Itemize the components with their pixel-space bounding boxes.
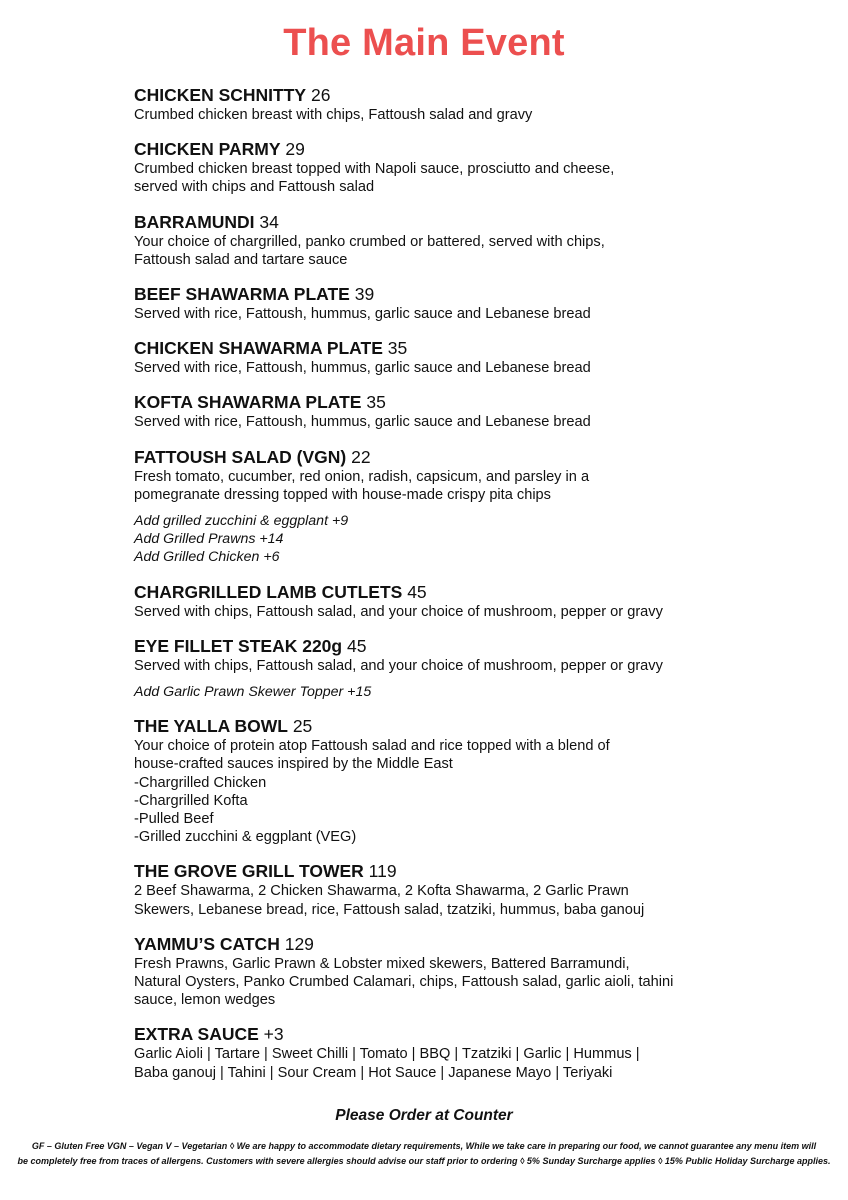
menu-item-name: FATTOUSH SALAD (VGN) xyxy=(134,446,347,467)
menu-item-addon: Add Grilled Chicken +6 xyxy=(134,549,280,566)
menu-item-description: -Chargrilled Kofta xyxy=(134,792,248,809)
menu-item-price: 35 xyxy=(366,392,386,413)
menu-item-addon: Add grilled zucchini & eggplant +9 xyxy=(134,513,349,530)
menu-item-description: Baba ganouj | Tahini | Sour Cream | Hot Sauce | Japanese Mayo | Teriyaki xyxy=(134,1064,613,1081)
page-title: The Main Event xyxy=(283,22,565,64)
menu-item-description: house-crafted sauces inspired by the Middle East xyxy=(134,756,453,773)
menu-item-price: 39 xyxy=(354,284,375,305)
menu-item xyxy=(134,211,774,269)
menu-item-price: 129 xyxy=(284,933,314,954)
menu-item-price: 25 xyxy=(292,716,313,737)
menu-item-name: YAMMU’S CATCH xyxy=(134,933,280,954)
disclaimer xyxy=(10,1139,838,1169)
menu-item-price: 34 xyxy=(259,211,279,232)
menu-item xyxy=(134,391,774,431)
menu-item-description: Your choice of protein atop Fattoush salad and rice topped with a blend of xyxy=(134,738,610,755)
menu-item-price: 45 xyxy=(407,581,427,602)
menu-item-heading xyxy=(134,283,774,305)
menu-item-heading xyxy=(134,84,774,106)
disclaimer-line: be completely free from traces of allergens. Customers with severe allergies should advise our staff prior to ordering ◊ 5% Sunday Surcharge applies ◊ 15% Public Holiday Surcharge applies. xyxy=(17,1156,831,1166)
menu-item xyxy=(134,283,774,323)
menu-item-price: 119 xyxy=(368,861,397,882)
menu-item-heading xyxy=(134,635,774,657)
menu-item-heading xyxy=(134,211,774,233)
menu-item-description: Natural Oysters, Panko Crumbed Calamari, chips, Fattoush salad, garlic aioli, tahini xyxy=(134,974,674,991)
menu-item xyxy=(134,138,774,196)
menu-item xyxy=(134,1023,774,1081)
menu-item-description: -Pulled Beef xyxy=(134,811,214,828)
menu-item-name: KOFTA SHAWARMA PLATE xyxy=(134,392,362,413)
menu-item-heading xyxy=(134,337,774,359)
menu-item-heading xyxy=(134,1023,774,1045)
menu-item-name: BARRAMUNDI xyxy=(134,211,255,232)
menu-item-description: -Chargrilled Chicken xyxy=(134,774,267,791)
menu-item-description: Served with rice, Fattoush, hummus, garlic sauce and Lebanese bread xyxy=(134,306,591,323)
menu-item-description: Skewers, Lebanese bread, rice, Fattoush salad, tzatziki, hummus, baba ganouj xyxy=(134,901,645,918)
menu-item-addons xyxy=(134,512,774,567)
menu-item-price: 35 xyxy=(387,338,408,359)
menu-item xyxy=(134,933,774,1010)
disclaimer-line: GF – Gluten Free VGN – Vegan V – Vegetarian ◊ We are happy to accommodate dietary requirements, While we take care in preparing our food, we cannot guarantee any menu item will xyxy=(31,1141,817,1151)
menu-item-heading xyxy=(134,138,774,160)
menu-item-description: served with chips and Fattoush salad xyxy=(134,179,375,196)
menu-item-heading xyxy=(134,715,774,737)
menu-item-name: CHARGRILLED LAMB CUTLETS xyxy=(134,581,403,602)
menu-item-name: THE GROVE GRILL TOWER xyxy=(134,861,364,882)
menu-item-name: CHICKEN SHAWARMA PLATE xyxy=(134,338,383,359)
menu-item-heading xyxy=(134,860,774,882)
menu-item xyxy=(134,715,774,846)
menu-item-description: Served with rice, Fattoush, hummus, garlic sauce and Lebanese bread xyxy=(134,360,591,377)
menu-item-name: CHICKEN SCHNITTY xyxy=(134,85,307,105)
menu-item-description: Served with chips, Fattoush salad, and your choice of mushroom, pepper or gravy xyxy=(134,657,663,674)
menu-item-price: 45 xyxy=(346,635,367,656)
menu-item xyxy=(134,446,774,567)
menu-item-price: 26 xyxy=(310,85,331,105)
menu-item xyxy=(134,860,774,918)
menu-item-addon: Add Garlic Prawn Skewer Topper +15 xyxy=(134,684,372,701)
menu-item-description: Fattoush salad and tartare sauce xyxy=(134,251,348,268)
menu-item-heading xyxy=(134,391,774,413)
menu-item-name: CHICKEN PARMY xyxy=(134,139,281,160)
menu-item-description: sauce, lemon wedges xyxy=(134,992,276,1009)
menu-item-description: Fresh tomato, cucumber, red onion, radish, capsicum, and parsley in a xyxy=(134,468,590,485)
menu-item-description: Fresh Prawns, Garlic Prawn & Lobster mixed skewers, Battered Barramundi, xyxy=(134,955,630,972)
menu-item xyxy=(134,581,774,621)
menu-item-description: Crumbed chicken breast with chips, Fattoush salad and gravy xyxy=(134,107,533,123)
menu-item-description: Garlic Aioli | Tartare | Sweet Chilli | Tomato | BBQ | Tzatziki | Garlic | Hummus | xyxy=(134,1046,640,1063)
menu-item-addon: Add Grilled Prawns +14 xyxy=(134,531,284,548)
menu-item-heading xyxy=(134,933,774,955)
order-note: Please Order at Counter xyxy=(335,1107,513,1124)
menu-item-description: Served with rice, Fattoush, hummus, garlic sauce and Lebanese bread xyxy=(134,414,591,431)
menu-item xyxy=(134,84,774,124)
menu-item-heading xyxy=(134,581,774,603)
menu-item-description: -Grilled zucchini & eggplant (VEG) xyxy=(134,829,357,846)
menu-item-price: +3 xyxy=(263,1024,284,1045)
menu-item xyxy=(134,635,774,701)
menu-item-heading xyxy=(134,446,774,468)
menu-item-addons xyxy=(134,683,774,701)
menu-item-description: Crumbed chicken breast topped with Napoli sauce, prosciutto and cheese, xyxy=(134,161,615,178)
menu-item xyxy=(134,337,774,377)
menu-item-name: EYE FILLET STEAK 220g xyxy=(134,635,343,656)
menu-item-description: Served with chips, Fattoush salad, and your choice of mushroom, pepper or gravy xyxy=(134,603,663,620)
menu-item-price: 29 xyxy=(285,139,305,160)
menu-item-description: 2 Beef Shawarma, 2 Chicken Shawarma, 2 Kofta Shawarma, 2 Garlic Prawn xyxy=(134,883,629,900)
menu-item-name: THE YALLA BOWL xyxy=(134,716,288,737)
menu-item-name: BEEF SHAWARMA PLATE xyxy=(134,284,350,305)
menu-item-name: EXTRA SAUCE xyxy=(134,1024,259,1045)
menu-item-price: 22 xyxy=(351,446,371,467)
menu-item-description: Your choice of chargrilled, panko crumbed or battered, served with chips, xyxy=(134,233,605,250)
menu-list xyxy=(134,84,774,1096)
menu-item-description: pomegranate dressing topped with house-made crispy pita chips xyxy=(134,486,551,503)
